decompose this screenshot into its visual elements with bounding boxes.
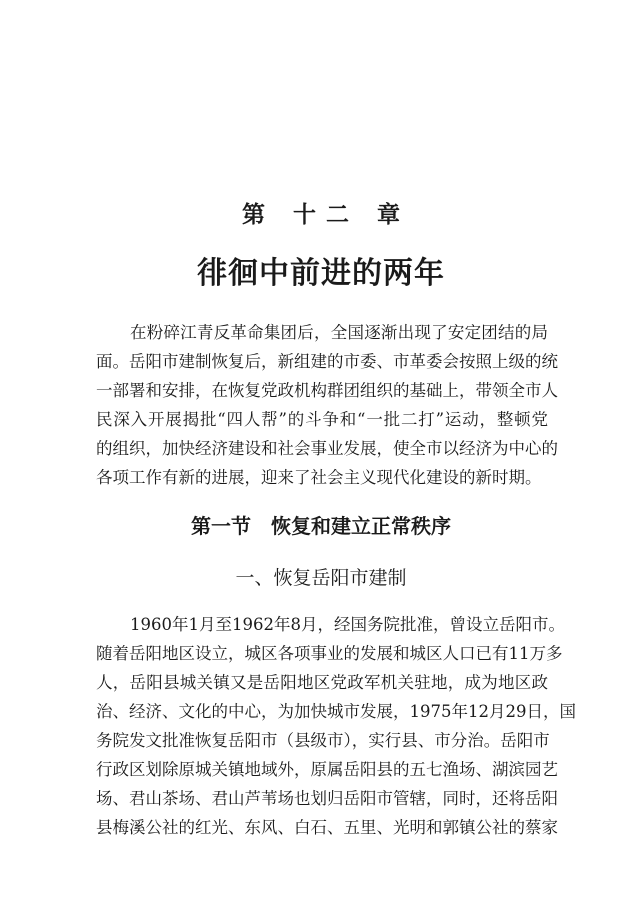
- body-line: 县梅溪公社的红光、东风、白石、五里、光明和郭镇公社的蔡家: [96, 818, 558, 837]
- intro-line: 一部署和安排，在恢复党政机构群团组织的基础上，带领全市人: [96, 381, 558, 400]
- body-line: 场、君山茶场、君山芦苇场也划归岳阳市管辖，同时，还将岳阳: [96, 789, 558, 808]
- intro-line: 在粉碎江青反革命集团后，全国逐渐出现了安定团结的局: [130, 323, 548, 342]
- intro-line: 的组织，加快经济建设和社会事业发展，使全市以经济为中心的: [96, 439, 558, 458]
- chapter-title: 徘徊中前进的两年: [197, 256, 445, 291]
- subsection-heading: 一、恢复岳阳市建制: [235, 567, 407, 589]
- body-line: 1960年1月至1962年8月，经国务院批准，曾设立岳阳市。: [130, 615, 565, 634]
- intro-line: 各项工作有新的进展，迎来了社会主义现代化建设的新时期。: [96, 468, 542, 487]
- intro-line: 面。岳阳市建制恢复后，新组建的市委、市革委会按照上级的统: [96, 352, 558, 371]
- body-line: 人，岳阳县城关镇又是岳阳地区党政军机关驻地，成为地区政: [96, 673, 548, 692]
- body-line: 行政区划除原城关镇地域外，原属岳阳县的五七渔场、湖滨园艺: [96, 760, 558, 779]
- body-line: 随着岳阳地区设立，城区各项事业的发展和城区人口已有11万多: [96, 644, 563, 663]
- body-line: 治、经济、文化的中心，为加快城市发展，1975年12月29日，国: [96, 702, 576, 721]
- chapter-number: 第 十二 章: [241, 202, 410, 228]
- body-paragraph: [96, 610, 576, 842]
- intro-paragraph: [96, 318, 558, 492]
- intro-line: 民深入开展揭批“四人帮”的斗争和“一批二打”运动，整顿党: [96, 410, 548, 429]
- section-heading: 第一节 恢复和建立正常秩序: [191, 514, 451, 538]
- body-line: 务院发文批准恢复岳阳市（县级市），实行县、市分治。岳阳市: [96, 731, 550, 750]
